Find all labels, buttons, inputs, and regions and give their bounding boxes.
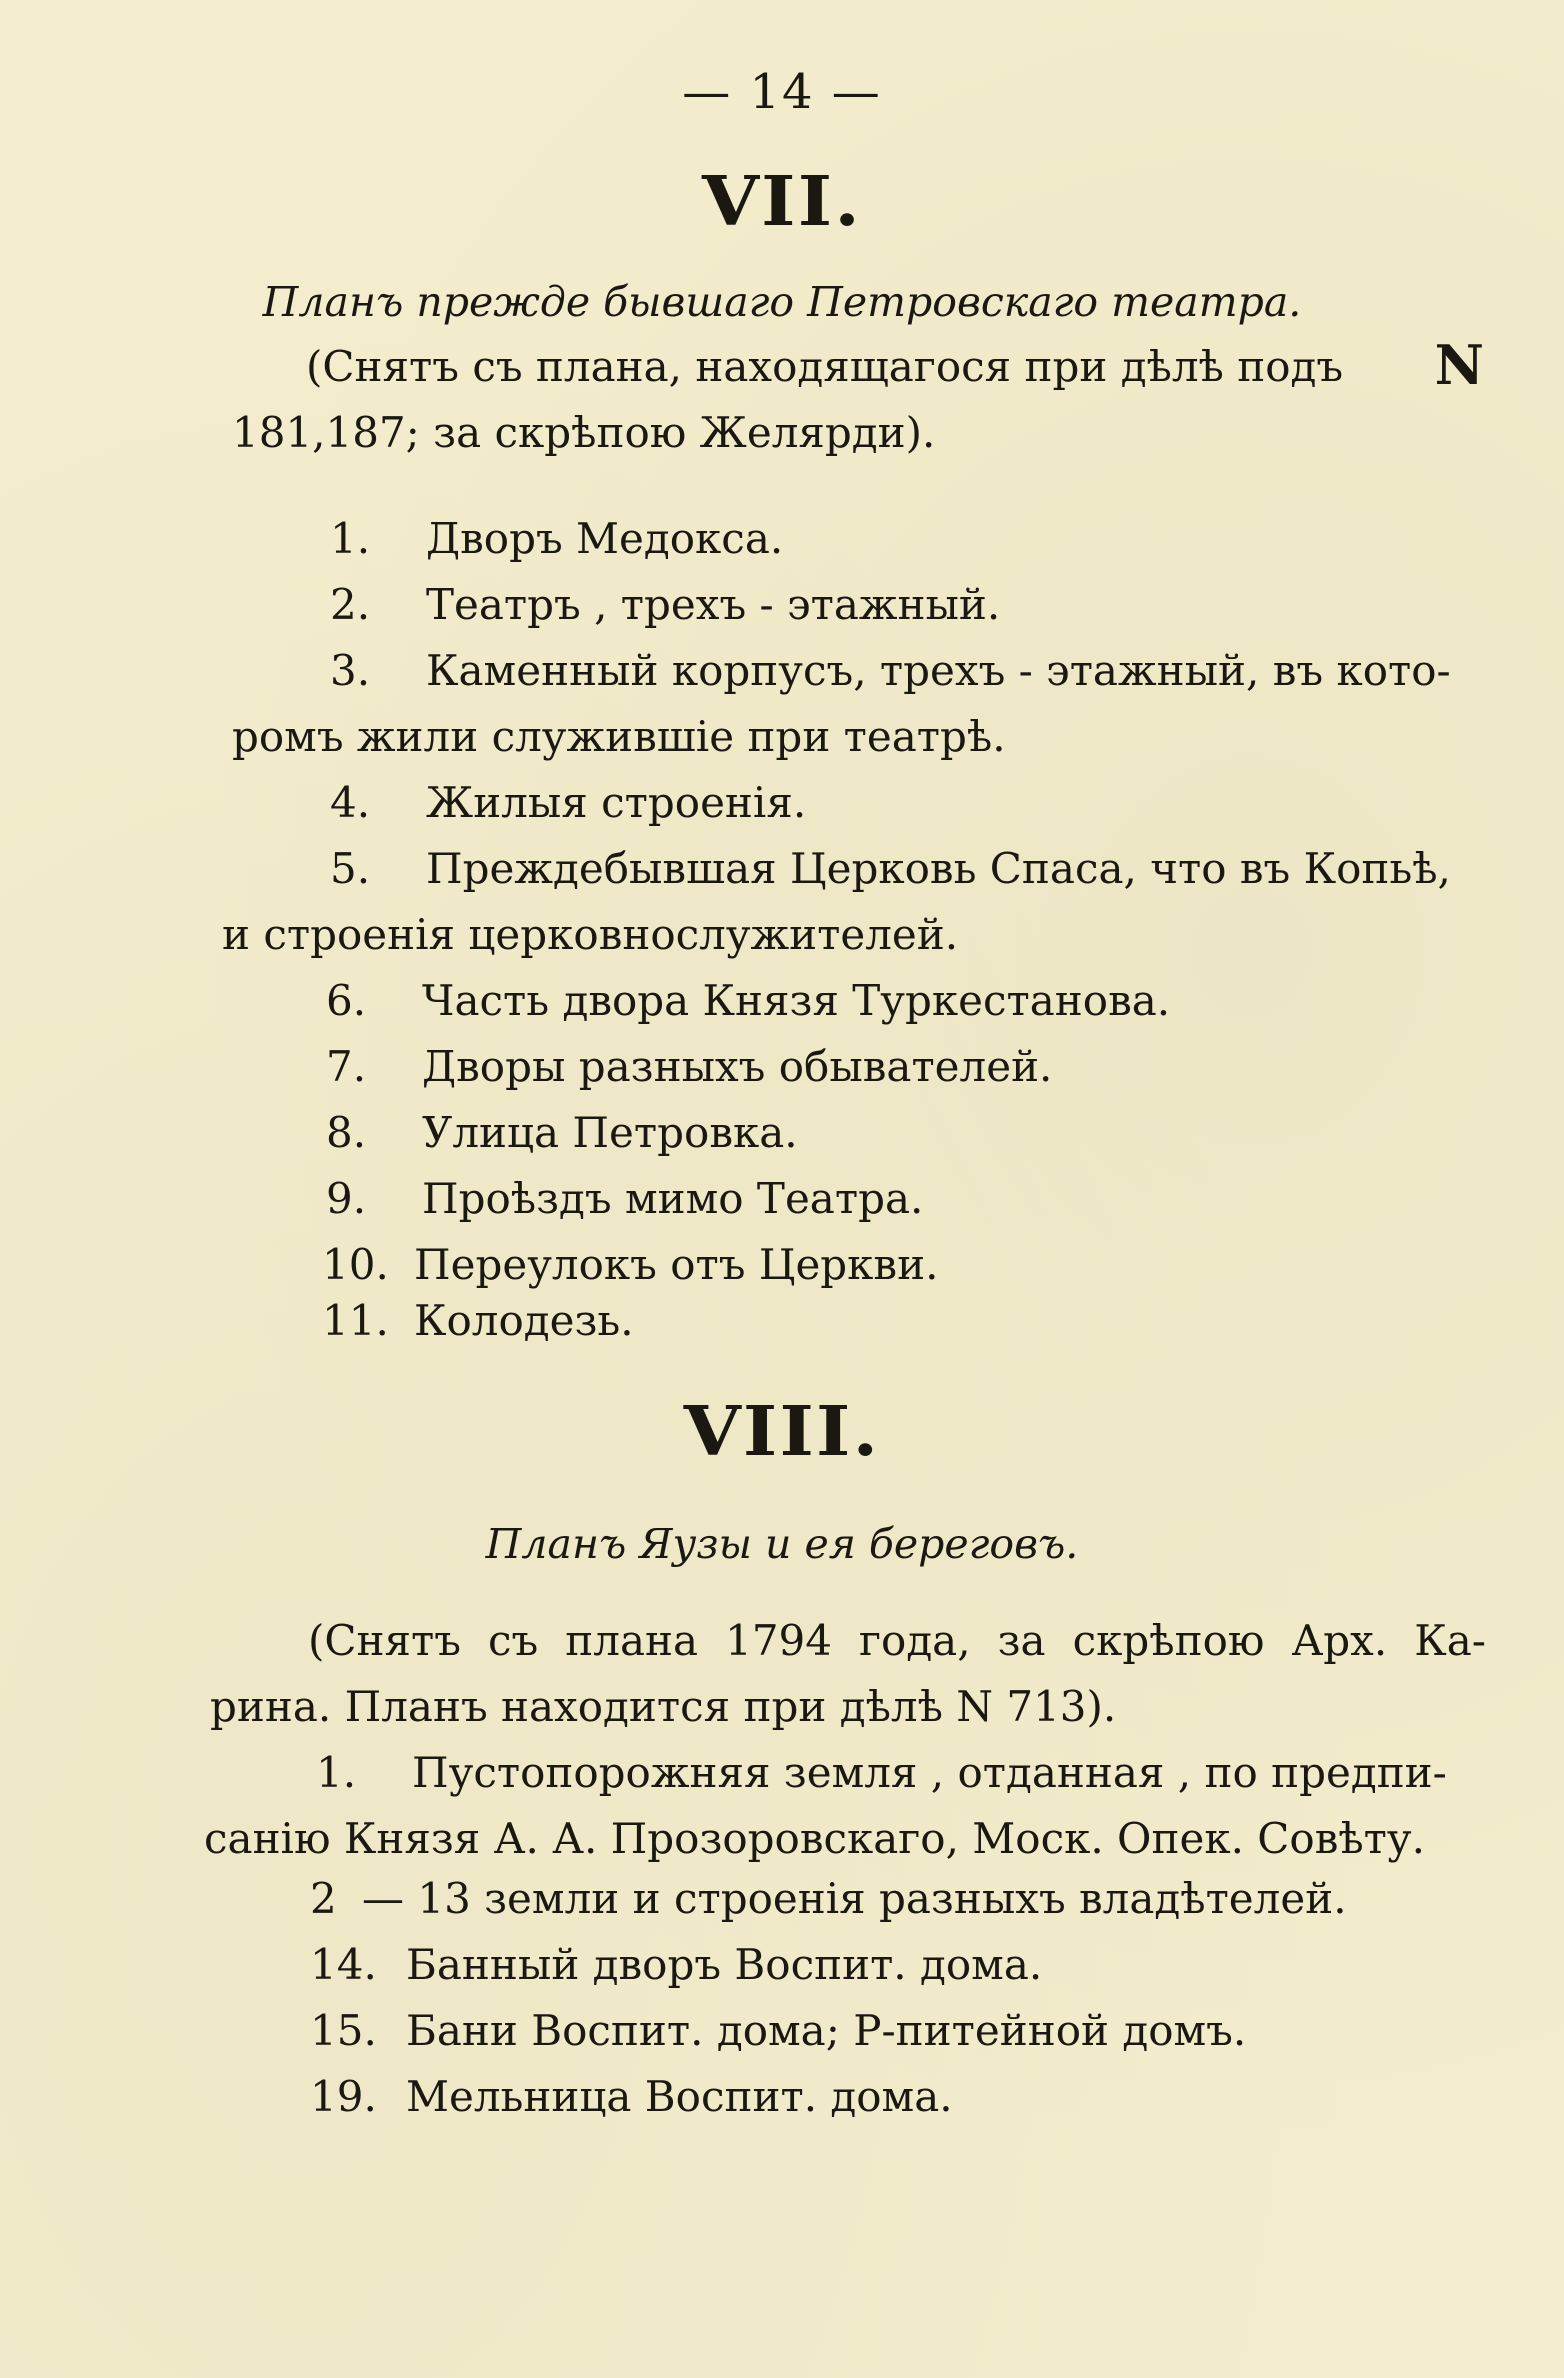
item-number: 8. bbox=[326, 1108, 367, 1157]
list-item bbox=[330, 844, 1451, 893]
page-number: — 14 — bbox=[682, 64, 882, 120]
list-item bbox=[316, 1748, 1447, 1797]
note-viii-line2: рина. Планъ находится при дѣлѣ N 713). bbox=[210, 1682, 1117, 1731]
item-text: Мельница Воспит. дома. bbox=[406, 2072, 953, 2121]
item-text: Каменный корпусъ, трехъ - этажный, въ кото- bbox=[426, 646, 1451, 695]
list-item bbox=[326, 1108, 798, 1157]
list-item bbox=[310, 1874, 1347, 1923]
item-text: и строенія церковнослужителей. bbox=[222, 910, 959, 959]
item-number: 2. bbox=[330, 580, 371, 629]
item-text: — 13 земли и строенія разныхъ владѣтелей. bbox=[362, 1874, 1347, 1923]
note-vii-line2: 181,187; за скрѣпою Желярди). bbox=[232, 408, 936, 457]
item-text: ромъ жили служившіе при театрѣ. bbox=[232, 712, 1006, 761]
item-text: Жилыя строенія. bbox=[426, 778, 807, 827]
item-text: Преждебывшая Церковь Спаса, что въ Копьѣ, bbox=[426, 844, 1451, 893]
list-item bbox=[322, 1296, 634, 1345]
list-item bbox=[310, 2072, 953, 2121]
item-number: 6. bbox=[326, 976, 367, 1025]
item-number: 9. bbox=[326, 1174, 367, 1223]
item-text: Часть двора Князя Туркестанова. bbox=[422, 976, 1171, 1025]
item-text: Театръ , трехъ - этажный. bbox=[426, 580, 1001, 629]
item-text: Дворы разныхъ обывателей. bbox=[422, 1042, 1053, 1091]
item-number: 4. bbox=[330, 778, 371, 827]
item-text: Пустопорожняя земля , отданная , по предпи- bbox=[412, 1748, 1447, 1797]
list-item bbox=[326, 1174, 924, 1223]
item-number: 2 bbox=[310, 1874, 337, 1923]
item-text: Дворъ Медокса. bbox=[426, 514, 784, 563]
list-item bbox=[322, 1240, 939, 1289]
item-number: 5. bbox=[330, 844, 371, 893]
item-number: 19. bbox=[310, 2072, 377, 2121]
section-heading-viii: VIII. bbox=[683, 1392, 881, 1472]
list-item bbox=[326, 1042, 1053, 1091]
list-item bbox=[330, 778, 807, 827]
note-vii-line1 bbox=[306, 333, 1484, 397]
item-number: 11. bbox=[322, 1296, 389, 1345]
item-text: Банный дворъ Воспит. дома. bbox=[406, 1940, 1043, 1989]
list-item bbox=[310, 1940, 1043, 1989]
note-vii-text: (Снятъ съ плана, находящагося при дѣлѣ подъ bbox=[306, 342, 1344, 391]
list-item bbox=[330, 514, 784, 563]
item-number: 1. bbox=[330, 514, 371, 563]
list-item bbox=[330, 646, 1451, 695]
list-item bbox=[326, 976, 1171, 1025]
item-text: Переулокъ отъ Церкви. bbox=[414, 1240, 939, 1289]
item-text: Колодезь. bbox=[414, 1296, 634, 1345]
item-text: санію Князя А. А. Прозоровскаго, Моск. Опек. Совѣту. bbox=[204, 1814, 1425, 1863]
item-number: 15. bbox=[310, 2006, 377, 2055]
note-vii-n: N bbox=[1434, 333, 1484, 397]
plan-title-viii: Планъ Яузы и ея береговъ. bbox=[485, 1520, 1079, 1568]
section-heading-vii: VII. bbox=[702, 162, 862, 242]
list-item bbox=[330, 580, 1001, 629]
plan-title-vii: Планъ прежде бывшаго Петровскаго театра. bbox=[262, 278, 1302, 326]
item-text: Бани Воспит. дома; Р-питейной домъ. bbox=[406, 2006, 1247, 2055]
item-text: Улица Петровка. bbox=[422, 1108, 798, 1157]
item-number: 7. bbox=[326, 1042, 367, 1091]
item-text: Проѣздъ мимо Театра. bbox=[422, 1174, 924, 1223]
note-viii-line1: (Снятъ съ плана 1794 года, за скрѣпою Арх. Ка- bbox=[308, 1616, 1486, 1665]
list-item-continuation bbox=[222, 910, 959, 959]
list-item bbox=[310, 2006, 1247, 2055]
item-number: 3. bbox=[330, 646, 371, 695]
item-number: 10. bbox=[322, 1240, 389, 1289]
list-item-continuation bbox=[232, 712, 1006, 761]
list-item-continuation bbox=[204, 1814, 1425, 1863]
item-number: 1. bbox=[316, 1748, 357, 1797]
item-number: 14. bbox=[310, 1940, 377, 1989]
